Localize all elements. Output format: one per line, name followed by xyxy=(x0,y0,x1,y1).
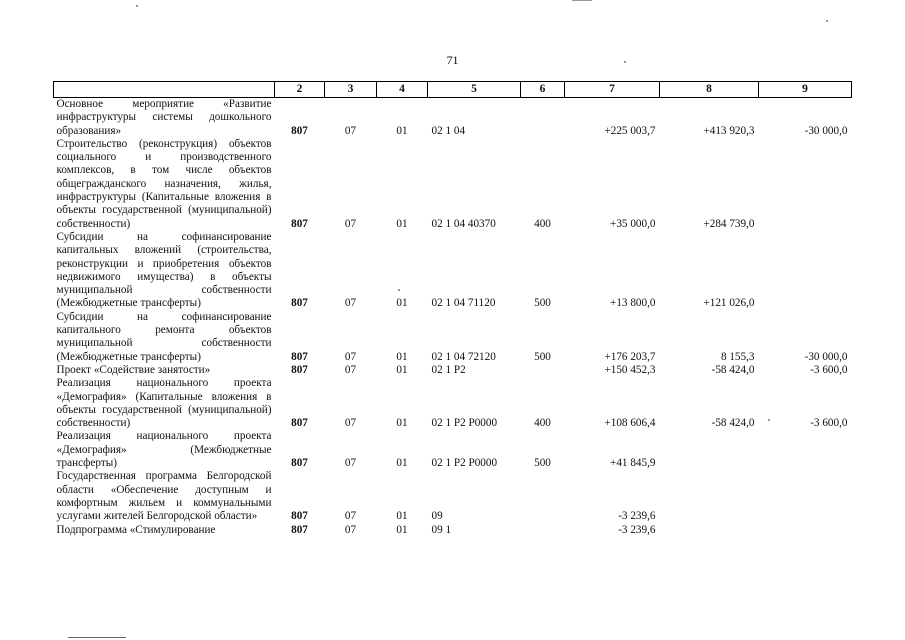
row-subsection: 01 xyxy=(396,297,408,310)
row-expense-type: 500 xyxy=(534,457,551,470)
row-expense-type xyxy=(521,364,565,377)
table-row xyxy=(54,524,852,537)
row-subsection: 01 xyxy=(396,124,408,137)
row-amount-8: +413 920,3 xyxy=(703,124,755,137)
row-amount-9: -30 000,0 xyxy=(804,124,848,137)
row-name: Субсидии на софинансирование капитального ремонта объектов муниципальной собственности (Межбюджетные трансферты) xyxy=(56,310,272,363)
budget-table xyxy=(53,81,852,537)
row-grbs: 807 xyxy=(291,457,308,470)
row-target-code: 02 1 Р2 Р0000 xyxy=(431,457,498,470)
table-row xyxy=(54,231,852,311)
row-subsection: 01 xyxy=(396,217,408,230)
row-grbs: 807 xyxy=(291,363,308,376)
table-row xyxy=(54,138,852,231)
row-section: 07 xyxy=(344,363,357,376)
row-subsection: 01 xyxy=(396,350,408,363)
row-section: 07 xyxy=(344,523,357,536)
row-grbs: 807 xyxy=(291,297,308,310)
row-amount-8: 8 155,3 xyxy=(720,350,755,363)
scan-edge-line xyxy=(68,637,126,638)
row-amount-9 xyxy=(759,470,852,523)
header-cell-3: 3 xyxy=(325,82,377,98)
row-expense-type: 400 xyxy=(534,417,551,430)
header-row xyxy=(54,82,852,98)
row-section: 07 xyxy=(344,297,357,310)
table-row xyxy=(54,364,852,377)
header-cell-2: 2 xyxy=(275,82,325,98)
row-name: Проект «Содействие занятости» xyxy=(56,363,211,376)
header-cell-4: 4 xyxy=(377,82,428,98)
table-body xyxy=(54,98,852,537)
row-amount-9: -3 600,0 xyxy=(810,363,848,376)
row-grbs: 807 xyxy=(291,510,308,523)
row-amount-7: -3 239,6 xyxy=(618,523,656,536)
row-amount-7: +225 003,7 xyxy=(604,124,656,137)
header-cell-5: 5 xyxy=(428,82,521,98)
row-name: Основное мероприятие «Развитие инфраструктуры системы дошкольного образования» xyxy=(56,98,272,137)
row-name: Строительство (реконструкция) объектов социального и производственного комплексов, в том числе объектов общегражданского назначения, жилья, инфраструктуры (Капитальные вложения в объекты государственной (муниципальной) собственности) xyxy=(56,137,272,230)
table-row xyxy=(54,430,852,470)
row-amount-8 xyxy=(660,470,759,523)
scan-speck xyxy=(826,20,828,22)
row-target-code: 09 1 xyxy=(431,523,452,536)
header-cell-8: 8 xyxy=(660,82,759,98)
row-amount-7: +13 800,0 xyxy=(610,297,656,310)
row-amount-7: +176 203,7 xyxy=(604,350,656,363)
row-name: Реализация национального проекта «Демография» (Межбюджетные трансферты) xyxy=(56,430,272,470)
row-section: 07 xyxy=(344,217,357,230)
row-section: 07 xyxy=(344,417,357,430)
row-expense-type xyxy=(521,524,565,537)
row-amount-8: -58 424,0 xyxy=(711,363,755,376)
row-target-code: 02 1 Р2 xyxy=(431,363,466,376)
row-amount-7: +41 845,9 xyxy=(610,457,656,470)
row-amount-7: -3 239,6 xyxy=(618,510,656,523)
row-name: Субсидии на софинансирование капитальных вложений (строительства, реконструкции и приобретения объектов недвижимого имущества) в объекты муниципальной собственности (Межбюджетные трансферты) xyxy=(56,230,272,310)
table-row xyxy=(54,470,852,523)
row-amount-8 xyxy=(660,430,759,470)
row-expense-type: 500 xyxy=(534,297,551,310)
row-target-code: 09 xyxy=(431,510,443,523)
row-subsection: 01 xyxy=(396,363,408,376)
row-subsection: 01 xyxy=(396,457,408,470)
row-amount-9 xyxy=(759,524,852,537)
row-amount-9 xyxy=(759,430,852,470)
header-cell-6: 6 xyxy=(521,82,565,98)
header-cell-7: 7 xyxy=(565,82,660,98)
scan-speck xyxy=(136,5,138,7)
row-grbs: 807 xyxy=(291,350,308,363)
row-target-code: 02 1 04 xyxy=(431,124,466,137)
row-subsection: 01 xyxy=(396,523,408,536)
row-target-code: 02 1 Р2 Р0000 xyxy=(431,417,498,430)
row-grbs: 807 xyxy=(291,417,308,430)
row-amount-9 xyxy=(759,231,852,311)
header-cell-9: 9 xyxy=(759,82,852,98)
row-name: Подпрограмма «Стимулирование xyxy=(56,523,216,536)
row-target-code: 02 1 04 40370 xyxy=(431,217,496,230)
row-amount-8: +284 739,0 xyxy=(703,217,755,230)
table-row xyxy=(54,311,852,364)
row-grbs: 807 xyxy=(291,217,308,230)
table-header xyxy=(54,82,852,98)
row-target-code: 02 1 04 71120 xyxy=(431,297,496,310)
scan-mark xyxy=(572,0,592,1)
row-section: 07 xyxy=(344,350,357,363)
row-name: Государственная программа Белгородской области «Обеспечение доступным и комфортным жильем и коммунальными услугами жителей Белгородской области» xyxy=(56,470,272,523)
row-grbs: 807 xyxy=(291,523,308,536)
row-amount-8 xyxy=(660,524,759,537)
row-section: 07 xyxy=(344,510,357,523)
row-section: 07 xyxy=(344,124,357,137)
row-expense-type xyxy=(521,98,565,138)
table-row xyxy=(54,98,852,138)
row-grbs: 807 xyxy=(291,124,308,137)
row-amount-9: -30 000,0 xyxy=(804,350,848,363)
row-expense-type: 400 xyxy=(534,217,551,230)
table-row xyxy=(54,377,852,430)
row-amount-7: +150 452,3 xyxy=(604,363,656,376)
row-amount-7: +35 000,0 xyxy=(610,217,656,230)
row-target-code: 02 1 04 72120 xyxy=(431,350,496,363)
row-subsection: 01 xyxy=(396,510,408,523)
row-expense-type xyxy=(521,470,565,523)
row-amount-7: +108 606,4 xyxy=(604,417,656,430)
row-expense-type: 500 xyxy=(534,350,551,363)
row-amount-8: -58 424,0 xyxy=(711,417,755,430)
header-cell-name xyxy=(54,82,275,98)
row-amount-9: -3 600,0 xyxy=(810,417,848,430)
row-section: 07 xyxy=(344,457,357,470)
row-amount-8: +121 026,0 xyxy=(703,297,755,310)
row-name: Реализация национального проекта «Демография» (Капитальные вложения в объекты государственной (муниципальной) собственности) xyxy=(56,377,272,430)
page-number: 71 xyxy=(446,53,459,67)
row-amount-9 xyxy=(759,138,852,231)
row-subsection: 01 xyxy=(396,417,408,430)
